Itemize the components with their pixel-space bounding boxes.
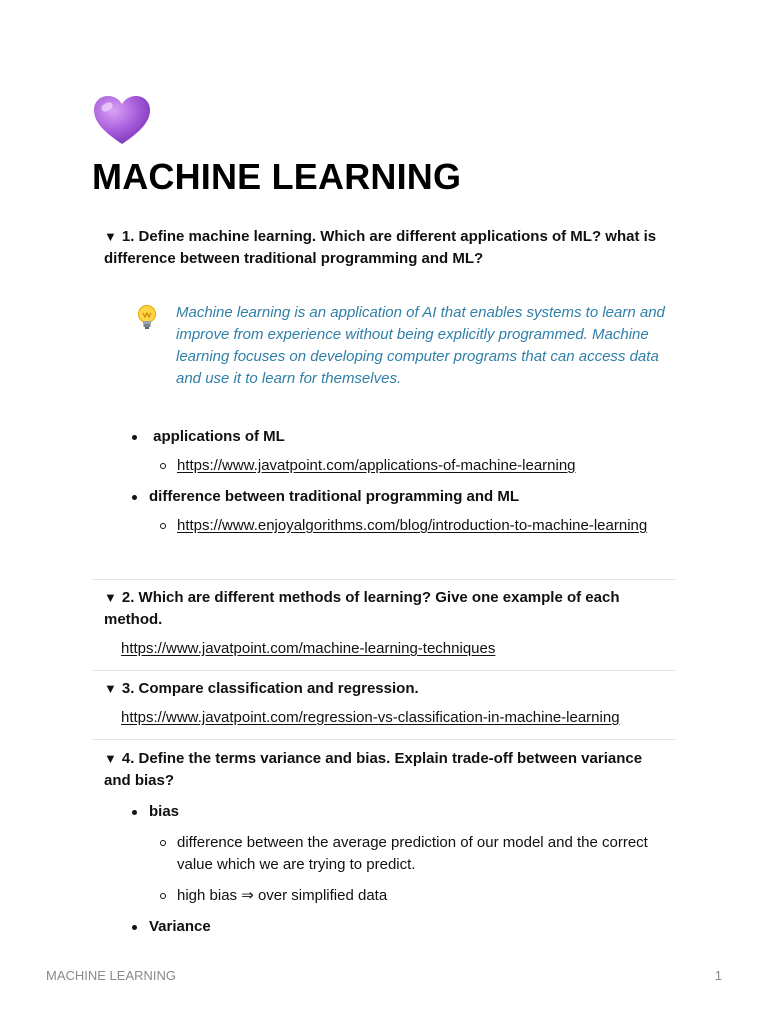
callout (136, 302, 668, 390)
list-item (130, 916, 668, 938)
toggle-header[interactable] (104, 587, 668, 631)
triangle-down-icon[interactable]: ▼ (104, 590, 117, 605)
page-content (92, 224, 676, 938)
toggle-section-4 (92, 740, 676, 938)
toggle-section-2 (92, 580, 676, 670)
page-title: MACHINE LEARNING (92, 156, 462, 197)
list-item (130, 426, 668, 477)
triangle-down-icon[interactable]: ▼ (104, 681, 117, 696)
page-number: 1 (714, 968, 722, 983)
purple-heart-icon (92, 94, 152, 148)
bullet-label: applications of ML (149, 428, 285, 445)
bullet-label: bias (149, 803, 180, 820)
bullet-list (104, 426, 668, 537)
question-heading: 3. Compare classification and regression. (121, 680, 419, 697)
bullet-label: Variance (149, 918, 211, 935)
toggle-header[interactable] (104, 678, 668, 700)
sub-list (149, 832, 668, 907)
list-item (130, 486, 668, 537)
footer-title: MACHINE LEARNING (46, 968, 177, 983)
lightbulb-icon (136, 302, 176, 390)
list-item (158, 515, 668, 537)
toggle-section-3 (92, 671, 676, 739)
toggle-section-1 (92, 224, 676, 537)
list-item (158, 455, 668, 477)
list-item (130, 801, 668, 907)
question-heading: 2. Which are different methods of learning? Give one example of each method. (104, 589, 620, 628)
page-footer (46, 968, 722, 983)
toggle-header[interactable] (104, 748, 668, 792)
link-paragraph (104, 707, 668, 729)
callout-text: Machine learning is an application of AI that enables systems to learn and improve from experience without being explicitly programmed. Machine learning focuses on developing computer programs that can access data and use it to learn for themselves. (176, 304, 665, 387)
traditional-programming-link[interactable]: https://www.enjoyalgorithms.com/blog/introduction-to-machine-learning (177, 517, 648, 534)
question-heading: 4. Define the terms variance and bias. Explain trade-off between variance and bias? (104, 750, 643, 789)
triangle-down-icon[interactable]: ▼ (104, 751, 117, 766)
bullet-list (104, 801, 668, 938)
list-item: difference between the average prediction of our model and the correct value which we are trying to predict. (158, 832, 668, 876)
list-item: high bias ⇒ over simplified data (158, 885, 668, 907)
question-heading: 1. Define machine learning. Which are different applications of ML? what is difference between traditional programming and ML? (104, 228, 657, 267)
link-paragraph (104, 638, 668, 660)
learning-methods-link[interactable]: https://www.javatpoint.com/machine-learning-techniques (121, 640, 496, 657)
sub-list (149, 515, 668, 537)
toggle-header[interactable] (104, 226, 668, 270)
applications-link[interactable]: https://www.javatpoint.com/applications-of-machine-learning (177, 457, 576, 474)
regression-vs-classification-link[interactable]: https://www.javatpoint.com/regression-vs-classification-in-machine-learning (121, 709, 620, 726)
sub-list (149, 455, 668, 477)
triangle-down-icon[interactable]: ▼ (104, 229, 117, 244)
bullet-label: difference between traditional programming and ML (149, 488, 520, 505)
